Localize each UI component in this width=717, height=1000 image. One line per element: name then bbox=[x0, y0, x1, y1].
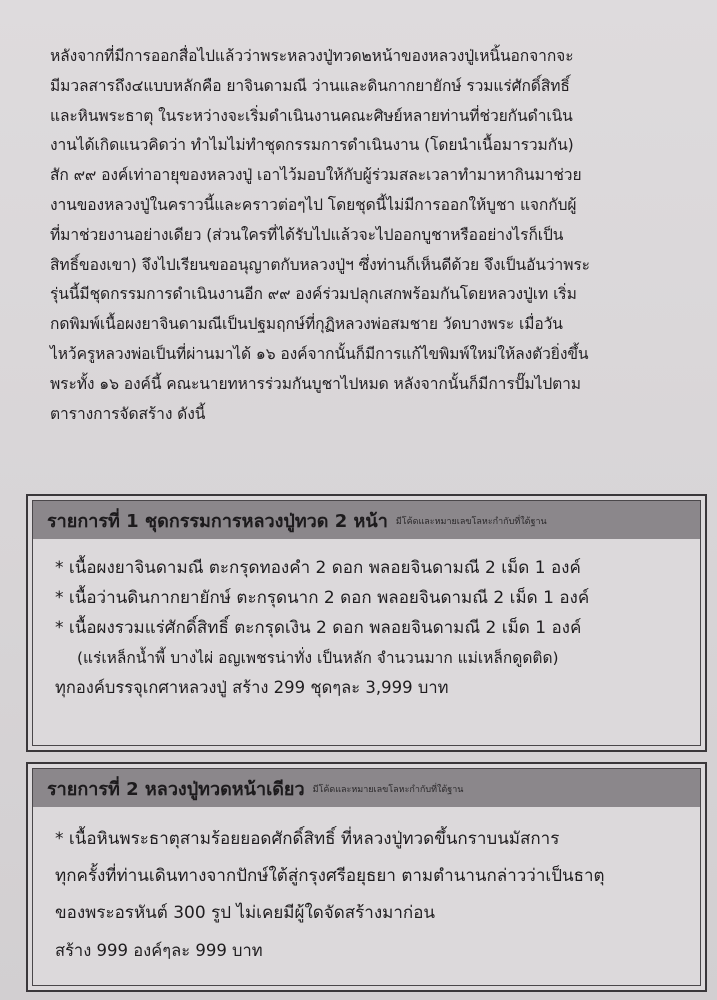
item-2-frame bbox=[32, 768, 701, 986]
item-1-frame bbox=[32, 500, 701, 746]
item-2-total: สร้าง 999 องค์ๆละ 999 บาท bbox=[55, 941, 263, 960]
item-2-line: ทุกครั้งที่ท่านเดินทางจากปักษ์ใต้สู่กรุงศรีอยุธยา ตามตำนานกล่าวว่าเป็นธาตุ bbox=[55, 866, 605, 886]
item-1-subtitle: มีโค้ดและหมายเลขโลหะกำกับที่ใต้ฐาน bbox=[395, 517, 547, 527]
intro-line: ตารางการจัดสร้าง ดังนี้ bbox=[50, 404, 206, 423]
item-1-box bbox=[26, 494, 707, 752]
intro-paragraph bbox=[50, 42, 710, 429]
intro-line: ไหว้ครูหลวงพ่อเป็นที่ผ่านมาได้ ๑๖ องค์จากนั้นก็มีการแก้ไขพิมพ์ใหม่ให้ลงตัวยิ่งขึ้น bbox=[50, 344, 589, 363]
item-2-line: ของพระอรหันต์ 300 รูป ไม่เคยมีผู้ใดจัดสร้างมาก่อน bbox=[55, 903, 436, 923]
item-1-title: รายการที่ 1 ชุดกรรมการหลวงปู่ทวด 2 หน้า bbox=[47, 510, 388, 532]
intro-line: พระทั้ง ๑๖ องค์นี้ คณะนายทหารร่วมกันบูชาไปหมด หลังจากนั้นก็มีการปั๊มไปตาม bbox=[50, 374, 581, 393]
intro-line: กดพิมพ์เนื้อผงยาจินดามณีเป็นปฐมฤกษ์ที่กุฏิหลวงพ่อสมชาย วัดบางพระ เมื่อวัน bbox=[50, 315, 563, 334]
item-2-box bbox=[26, 762, 707, 992]
item-2-subtitle: มีโค้ดและหมายเลขโลหะกำกับที่ใต้ฐาน bbox=[312, 785, 464, 795]
item-2-title: รายการที่ 2 หลวงปู่ทวดหน้าเดียว bbox=[47, 778, 305, 800]
intro-line: และหินพระธาตุ ในระหว่างจะเริ่มดำเนินงานคณะศิษย์หลายท่านที่ช่วยกันดำเนิน bbox=[50, 106, 573, 125]
intro-line: ที่มาช่วยงานอย่างเดียว (ส่วนใครที่ได้รับไปแล้วจะไปออกบูชาหรืออย่างไรก็เป็น bbox=[50, 225, 564, 244]
intro-line: งานของหลวงปู่ในคราวนี้และคราวต่อๆไป โดยชุดนี้ไม่มีการออกให้บูชา แจกกับผู้ bbox=[50, 195, 577, 214]
intro-line: งานได้เกิดแนวคิดว่า ทำไมไม่ทำชุดกรรมการดำเนินงาน (โดยนำเนื้อมารวมกัน) bbox=[50, 136, 574, 155]
item-1-note: (แร่เหล็กน้ำพี้ บางไผ่ อญเพชรน่าทั่ง เป็นหลัก จำนวนมาก แม่เหล็กดูดติด) bbox=[77, 649, 559, 667]
item-2-body bbox=[55, 821, 690, 969]
item-1-line: * เนื้อผงยาจินดามณี ตะกรุดทองคำ 2 ดอก พลอยจินดามณี 2 เม็ด 1 องค์ bbox=[55, 558, 581, 578]
item-2-line: * เนื้อหินพระธาตุสามร้อยยอดศักดิ์สิทธิ์ ที่หลวงปู่ทวดขึ้นกราบนมัสการ bbox=[55, 829, 560, 849]
intro-line: สัก ๙๙ องค์เท่าอายุของหลวงปู่ เอาไว้มอบให้กับผู้ร่วมสละเวลาทำมาหากินมาช่วย bbox=[50, 166, 582, 185]
intro-line: รุ่นนี้มีชุดกรรมการดำเนินงานอีก ๙๙ องค์ร่วมปลุกเสกพร้อมกันโดยหลวงปู่เท เริ่ม bbox=[50, 285, 577, 304]
intro-line: มีมวลสารถึง๔แบบหลักคือ ยาจินดามณี ว่านและดินกากยายักษ์ รวมแร่ศักดิ์สิทธิ์ bbox=[50, 76, 570, 95]
item-1-total: ทุกองค์บรรจุเกศาหลวงปู่ สร้าง 299 ชุดๆละ 3,999 บาท bbox=[55, 678, 449, 697]
item-2-header bbox=[33, 769, 700, 807]
item-1-header bbox=[33, 501, 700, 539]
intro-line: หลังจากที่มีการออกสื่อไปแล้วว่าพระหลวงปู่ทวด๒หน้าของหลวงปู่เหนิ้นอกจากจะ bbox=[50, 47, 574, 65]
item-1-line: * เนื้อผงรวมแร่ศักดิ์สิทธิ์ ตะกรุดเงิน 2 ดอก พลอยจินดามณี 2 เม็ด 1 องค์ bbox=[55, 618, 582, 638]
item-1-body bbox=[55, 553, 690, 703]
intro-line: สิทธิ์ของเขา) จึงไปเรียนขออนุญาตกับหลวงปู่ฯ ซึ่งท่านก็เห็นดีด้วย จึงเป็นอันว่าพระ bbox=[50, 255, 590, 274]
item-1-line: * เนื้อว่านดินกากยายักษ์ ตะกรุดนาก 2 ดอก พลอยจินดามณี 2 เม็ด 1 องค์ bbox=[55, 588, 590, 608]
